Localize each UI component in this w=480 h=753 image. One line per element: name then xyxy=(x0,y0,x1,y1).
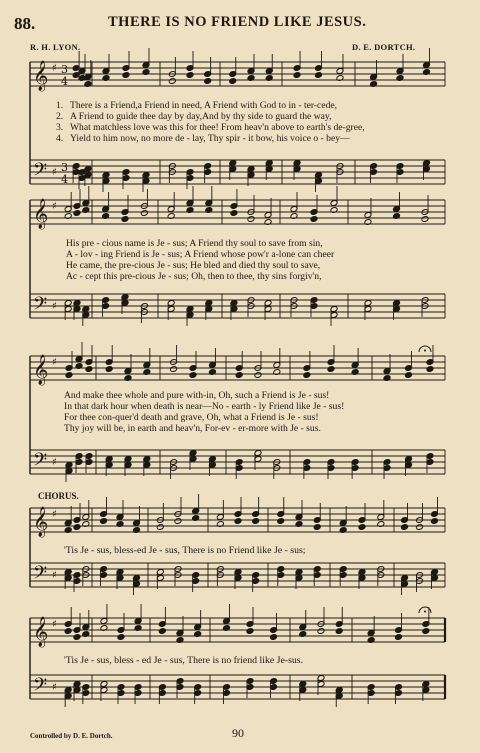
treble-note xyxy=(327,366,335,373)
key-signature-sharp: ♯ xyxy=(52,570,57,581)
treble-clef: 𝄞 xyxy=(33,61,49,91)
treble-note xyxy=(317,628,325,635)
treble-note xyxy=(189,372,197,379)
treble-note xyxy=(186,72,194,79)
verse-3-line-b: He came, the pre-cious Je - sus; He bled and died thy soul to save, xyxy=(66,260,321,271)
verse-4-line-c: Thy joy will be, in earth and heav'n, For-ev - er-more with Je - sus. xyxy=(64,423,321,434)
bass-clef: 𝄢 xyxy=(33,563,48,588)
copyright-note: Controlled by D. E. Dortch. xyxy=(30,732,113,740)
treble-note xyxy=(401,524,409,531)
time-signature-top: 3 xyxy=(61,63,68,76)
treble-note xyxy=(85,366,93,373)
treble-note xyxy=(358,524,366,531)
treble-note xyxy=(105,366,113,373)
treble-note xyxy=(405,372,413,379)
treble-note xyxy=(235,372,243,379)
treble-note xyxy=(122,72,130,79)
verse-1-line-b: His pre - cious name is Je - sus; A Friend thy soul to save from sin, xyxy=(66,238,323,249)
bass-clef: 𝄢 xyxy=(33,294,48,319)
treble-clef: 𝄞 xyxy=(33,199,49,229)
treble-note xyxy=(395,634,403,641)
key-signature-sharp: ♯ xyxy=(52,357,57,368)
treble-note xyxy=(230,210,238,217)
treble-note xyxy=(174,518,182,525)
hymn-number: 88. xyxy=(14,14,36,33)
chorus-lyric-line-2: 'Tis Je - sus, bless - ed Je - sus, There is no friend like Je-sus. xyxy=(64,655,304,666)
treble-note xyxy=(416,524,424,531)
treble-note xyxy=(204,78,212,85)
treble-note xyxy=(156,524,164,531)
treble-note xyxy=(247,216,255,223)
treble-note xyxy=(303,372,311,379)
treble-note xyxy=(246,628,254,635)
treble-note xyxy=(158,628,166,635)
treble-note xyxy=(117,634,125,641)
verse-4-line-b: Ac - cept this pre-cious Je - sus; Oh, then to thee, thy sins forgiv'n, xyxy=(66,271,322,282)
treble-note xyxy=(310,216,318,223)
time-signature-bottom: 4 xyxy=(61,75,68,88)
treble-clef: 𝄞 xyxy=(33,617,49,647)
time-signature-top: 3 xyxy=(61,161,68,174)
treble-note xyxy=(335,628,343,635)
treble-note xyxy=(234,518,242,525)
treble-note xyxy=(73,524,81,531)
verse-1-line-a: 1. There is a Friend,a Friend in need, A Friend with God to in - ter-cede, xyxy=(56,100,338,111)
treble-note xyxy=(422,628,430,635)
bass-clef: 𝄢 xyxy=(33,450,48,475)
treble-note xyxy=(313,524,321,531)
treble-note xyxy=(140,210,148,217)
composer-credit: D. E. DORTCH. xyxy=(352,42,416,52)
time-signature-bottom: 4 xyxy=(61,173,68,186)
key-signature-sharp: ♯ xyxy=(52,682,57,693)
treble-note xyxy=(229,78,237,85)
treble-clef: 𝄞 xyxy=(33,507,49,537)
bass-clef: 𝄢 xyxy=(33,675,48,700)
treble-note xyxy=(73,634,81,641)
key-signature-sharp: ♯ xyxy=(52,619,57,630)
treble-note xyxy=(100,518,108,525)
key-signature-sharp: ♯ xyxy=(52,509,57,520)
key-signature-sharp: ♯ xyxy=(52,201,57,212)
key-signature-sharp: ♯ xyxy=(52,457,57,468)
treble-note xyxy=(170,366,178,373)
verse-2-line-a: 2. A Friend to guide thee day by day,And by thy side to guard the way, xyxy=(56,111,332,122)
bass-clef: 𝄢 xyxy=(33,160,48,185)
treble-note xyxy=(277,518,285,525)
verse-3-line-c: For thee con-quer'd death and grave, Oh, what a Friend is Je - sus! xyxy=(64,412,319,423)
chorus-lyric-line-1: 'Tis Je - sus, bless-ed Je - sus, There is no Friend like Je - sus; xyxy=(64,545,306,556)
treble-note xyxy=(65,372,73,379)
verse-1-line-c: And make thee whole and pure with-in, Oh, such a Friend is Je - sus! xyxy=(64,390,330,401)
page-number: 90 xyxy=(232,726,244,740)
treble-note xyxy=(431,518,439,525)
treble-note xyxy=(421,216,429,223)
treble-note xyxy=(168,78,176,85)
treble-note xyxy=(73,210,81,217)
treble-note xyxy=(64,628,72,635)
fermata-dot xyxy=(424,611,426,613)
hymn-title: THERE IS NO FRIEND LIKE JESUS. xyxy=(108,14,367,30)
chorus-label: CHORUS. xyxy=(38,491,79,501)
verse-3-line-a: 3. What matchless love was this for thee! From heav'n above to earth's de-gree, xyxy=(56,122,365,133)
treble-note xyxy=(293,72,301,79)
key-signature-sharp: ♯ xyxy=(52,63,57,74)
treble-note xyxy=(254,372,262,379)
fermata-dot xyxy=(424,350,426,352)
verse-4-line-a: 4. Yield to him now, no more de - lay, Thy spir - it bow, his voice o - bey— xyxy=(56,133,350,144)
treble-note xyxy=(270,634,278,641)
verse-2-line-b: A - lov - ing Friend is Je - sus; A Friend whose pow'r a-lone can cheer xyxy=(66,249,335,260)
treble-note xyxy=(121,216,129,223)
treble-note xyxy=(315,72,323,79)
treble-note xyxy=(426,366,434,373)
verse-2-line-c: In that dark hour when death is near—No - earth - ly Friend like Je - sus! xyxy=(64,401,345,412)
author-credit: R. H. LYON. xyxy=(30,42,81,52)
key-signature-sharp: ♯ xyxy=(52,301,57,312)
key-signature-sharp: ♯ xyxy=(52,167,57,178)
treble-clef: 𝄞 xyxy=(33,355,49,385)
treble-note xyxy=(252,518,260,525)
